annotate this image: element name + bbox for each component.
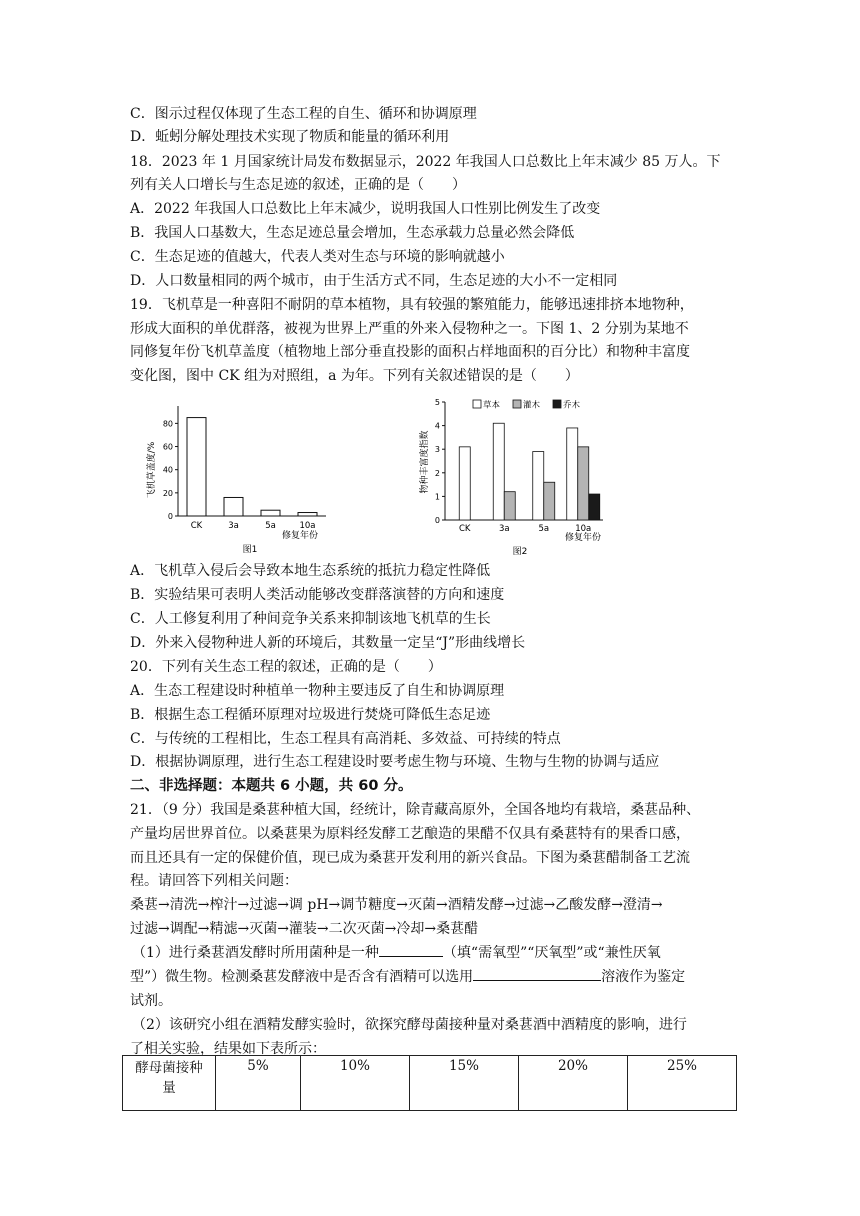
figure-1-xtick-label: CK bbox=[190, 521, 203, 531]
q19-option-d: D．外来入侵物种进人新的环境后，其数量一定呈“J”形曲线增长 bbox=[130, 635, 526, 651]
figure-2-ytick-label: 4 bbox=[434, 421, 440, 431]
table-cell: 10% bbox=[300, 1056, 409, 1111]
q21-part1-text-d: 溶液作为鉴定 bbox=[601, 969, 686, 985]
q21-stem-3: 而且还具有一定的保健价值，现已成为桑葚开发利用的新兴食品。下图为桑葚醋制备工艺流 bbox=[130, 850, 690, 866]
table-cell: 15% bbox=[409, 1056, 518, 1111]
q20-stem: 20．下列有关生态工程的叙述，正确的是（ ） bbox=[130, 659, 442, 675]
q18-option-a: A．2022 年我国人口总数比上年末减少，说明我国人口性别比例发生了改变 bbox=[130, 201, 601, 217]
figure-1-bar bbox=[187, 418, 206, 516]
q17-option-c: C．图示过程仅体现了生态工程的自生、循环和协调原理 bbox=[130, 106, 477, 122]
figure-2-bar bbox=[589, 494, 600, 520]
figure-1-bar bbox=[224, 497, 243, 516]
q20-option-b: B．根据生态工程循环原理对垃圾进行焚烧可降低生态足迹 bbox=[130, 707, 491, 723]
figure-2-bar bbox=[459, 447, 470, 520]
q21-part2-line1: （2）该研究小组在酒精发酵实验时，欲探究酵母菌接种量对桑葚酒中酒精度的影响，进行 bbox=[132, 1017, 687, 1033]
q19-stem-4: 变化图，图中 CK 组为对照组，a 为年。下列有关叙述错误的是（ ） bbox=[130, 368, 579, 384]
legend-label: 草本 bbox=[483, 400, 501, 411]
figure-2-xlabel: 修复年份 bbox=[564, 533, 602, 543]
table-header-cell: 酵母菌接种 量 bbox=[123, 1056, 216, 1111]
figure-1-ylabel: 飞机草盖度/% bbox=[147, 441, 157, 499]
q20-option-c: C．与传统的工程相比，生态工程具有高消耗、多效益、可持续的特点 bbox=[130, 731, 561, 747]
figure-1-xlabel: 修复年份 bbox=[281, 531, 319, 541]
figure-1-ytick-label: 20 bbox=[162, 488, 173, 498]
q21-stem-2: 产量均居世界首位。以桑葚果为原料经发酵工艺酿造的果醋不仅具有桑葚特有的果香口感， bbox=[130, 826, 690, 842]
q20-option-d: D．根据协调原理，进行生态工程建设时要考虑生物与环境、生物与生物的协调与适应 bbox=[130, 754, 660, 770]
figure-2-legend bbox=[473, 400, 581, 411]
q18-option-d: D．人口数量相同的两个城市，由于生活方式不同，生态足迹的大小不一定相同 bbox=[130, 273, 618, 289]
figure-1-ytick-label: 40 bbox=[162, 465, 173, 475]
figure-2-bar bbox=[504, 492, 515, 520]
table-cell: 5% bbox=[216, 1056, 301, 1111]
q18-stem-2: 列有关人口增长与生态足迹的叙述，正确的是（ ） bbox=[130, 177, 466, 193]
table-cell: 25% bbox=[627, 1056, 736, 1111]
figure-2-bar bbox=[578, 447, 589, 520]
figure-2-bar-chart bbox=[415, 392, 615, 558]
table-cell: 20% bbox=[518, 1056, 627, 1111]
legend-swatch bbox=[553, 400, 561, 408]
figure-2-ytick-label: 3 bbox=[434, 445, 440, 455]
figure-2-ylabel: 物种丰富度指数 bbox=[420, 430, 430, 494]
q19-stem-2: 形成大面积的单优群落，被视为世界上严重的外来入侵物种之一。下图 1、2 分别为某地不 bbox=[130, 321, 689, 337]
q20-option-a: A．生态工程建设时种植单一物种主要违反了自生和协调原理 bbox=[130, 683, 505, 699]
q21-part1-line2 bbox=[130, 966, 685, 988]
figure-1-bar bbox=[261, 510, 280, 516]
section-2-heading: 二、非选择题：本题共 6 小题，共 60 分。 bbox=[130, 778, 413, 794]
figure-1-bar bbox=[298, 513, 317, 516]
q21-stem-1: 21．（9 分）我国是桑葚种植大国，经统计，除青藏高原外，全国各地均有栽培，桑葚品种、 bbox=[130, 802, 701, 818]
figure-2-xtick-label: 5a bbox=[538, 524, 550, 534]
legend-label: 乔木 bbox=[563, 400, 581, 411]
q19-option-b: B．实验结果可表明人类活动能够改变群落演替的方向和速度 bbox=[130, 587, 505, 603]
figure-1-ytick-label: 80 bbox=[162, 419, 173, 429]
q18-option-b: B．我国人口基数大，生态足迹总量会增加，生态承载力总量必然会降低 bbox=[130, 225, 575, 241]
figure-2-caption: 图2 bbox=[512, 547, 528, 557]
legend-swatch bbox=[473, 400, 481, 408]
q21-part1-text-a: （1）进行桑葚酒发酵时所用菌种是一种 bbox=[132, 945, 379, 961]
figure-1-caption: 图1 bbox=[242, 545, 258, 555]
process-flow-2: 过滤→调配→精滤→灭菌→灌装→二次灭菌→冷却→桑葚醋 bbox=[130, 921, 479, 937]
figure-1-bar-chart bbox=[140, 392, 340, 558]
q21-part1-line1 bbox=[132, 942, 661, 964]
q19-option-c: C．人工修复利用了种间竞争关系来抑制该地飞机草的生长 bbox=[130, 611, 491, 627]
figure-1-ytick-label: 0 bbox=[167, 512, 173, 521]
process-flow-1: 桑葚→清洗→榨汁→过滤→调 pH→调节糖度→灭菌→酒精发酵→过滤→乙酸发酵→澄清→ bbox=[130, 897, 663, 913]
inoculum-table bbox=[122, 1055, 737, 1111]
figure-1-ytick-label: 60 bbox=[162, 442, 173, 452]
q21-part2-line2: 了相关实验，结果如下表所示： bbox=[130, 1041, 326, 1057]
q21-stem-4: 程。请回答下列相关问题： bbox=[130, 873, 298, 889]
q18-option-c: C．生态足迹的值越大，代表人类对生态与环境的影响就越小 bbox=[130, 249, 505, 265]
figure-2-bar bbox=[533, 452, 544, 520]
figure-1-xtick-label: 10a bbox=[299, 521, 316, 531]
legend-swatch bbox=[513, 400, 521, 408]
q21-part1-line3: 试剂。 bbox=[130, 993, 172, 1009]
figure-1-xtick-label: 5a bbox=[265, 521, 276, 531]
figure-2-xtick-label: 3a bbox=[498, 524, 510, 534]
legend-label: 灌木 bbox=[523, 400, 541, 411]
figure-2-bar bbox=[567, 428, 578, 520]
figure-2-bar bbox=[544, 482, 555, 520]
figure-2-xtick-label: 10a bbox=[575, 524, 592, 534]
q19-stem-3: 同修复年份飞机草盖度（植物地上部分垂直投影的面积占样地面积的百分比）和物种丰富度 bbox=[130, 344, 690, 360]
table-row bbox=[123, 1056, 737, 1111]
answer-blank-2[interactable] bbox=[473, 966, 601, 981]
q18-stem-1: 18．2023 年 1 月国家统计局发布数据显示，2022 年我国人口总数比上年末减少 85 万人。下 bbox=[130, 154, 721, 170]
figure-2-ytick-label: 0 bbox=[434, 516, 440, 525]
figure-2-ytick-label: 2 bbox=[434, 468, 440, 478]
figure-2-ytick-label: 1 bbox=[434, 492, 440, 502]
figure-2-ytick-label: 5 bbox=[434, 398, 440, 407]
answer-blank-1[interactable] bbox=[379, 942, 443, 957]
q21-part1-text-b: （填“需氧型”“厌氧型”或“兼性厌氧 bbox=[442, 945, 661, 961]
q17-option-d: D．蚯蚓分解处理技术实现了物质和能量的循环利用 bbox=[130, 129, 450, 145]
q19-stem-1: 19．飞机草是一种喜阳不耐阴的草本植物，具有较强的繁殖能力，能够迅速排挤本地物种， bbox=[130, 297, 694, 313]
figure-2-bar bbox=[493, 423, 504, 520]
figure-1-xtick-label: 3a bbox=[228, 521, 239, 531]
q21-part1-text-c: 型”）微生物。检测桑葚发酵液中是否含有酒精可以选用 bbox=[130, 969, 474, 985]
q19-option-a: A．飞机草入侵后会导致本地生态系统的抵抗力稳定性降低 bbox=[130, 563, 491, 579]
figure-2-xtick-label: CK bbox=[458, 524, 471, 534]
